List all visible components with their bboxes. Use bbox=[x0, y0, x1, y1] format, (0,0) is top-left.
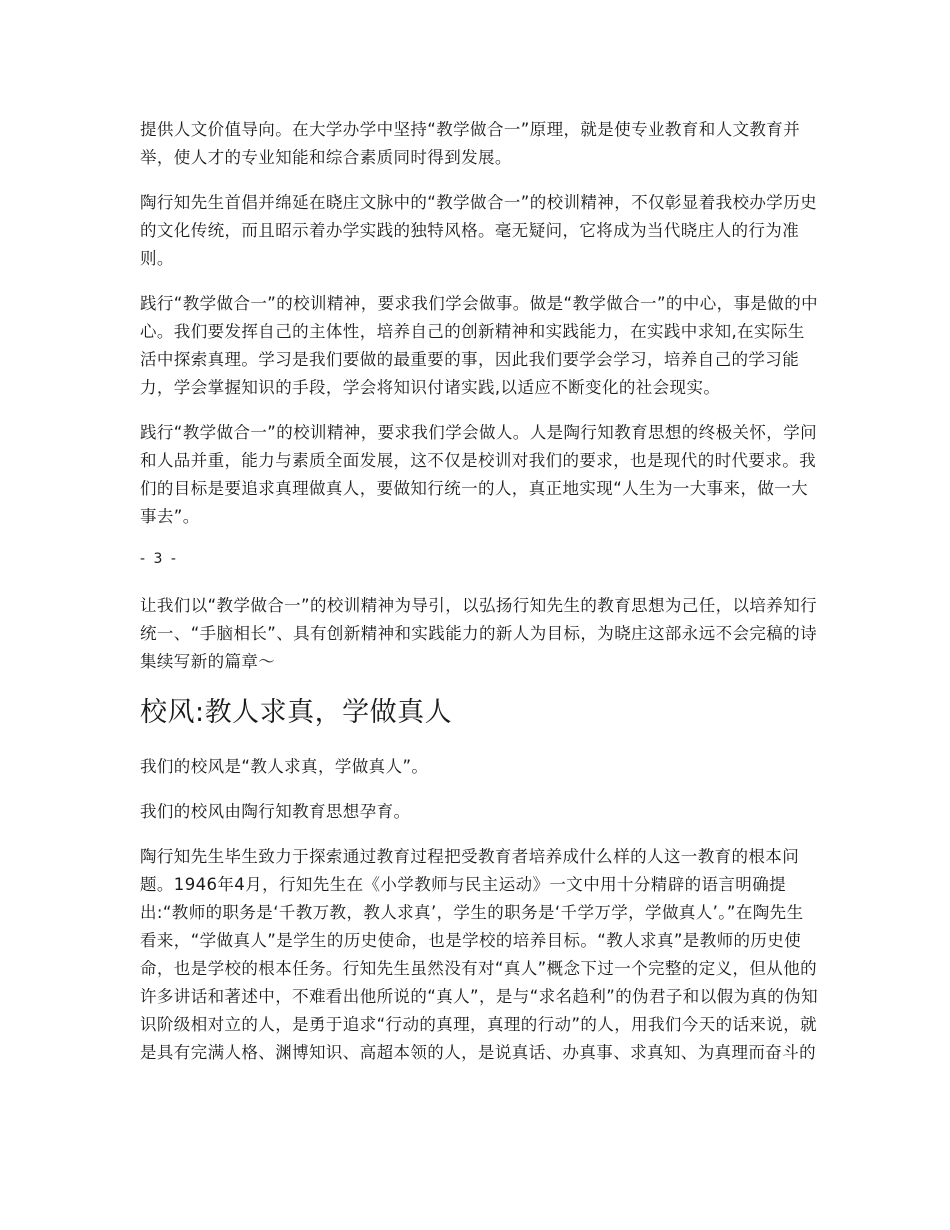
paragraph-call-to-action: 让我们以“教学做合一”的校训精神为导引，以弘扬行知先生的教育思想为己任，以培养知行统一、“手脑相长”、具有创新精神和实践能力的新人为目标，为晓庄这部永远不会完稿的诗集续写新的篇章～ bbox=[140, 596, 817, 671]
paragraph-school-spirit-statement: 我们的校风是“教人求真，学做真人”。 bbox=[140, 757, 429, 776]
paragraph-learn-to-be: 践行“教学做合一”的校训精神，要求我们学会做人。人是陶行知教育思想的终极关怀，学问和人品并重，能力与素质全面发展，这不仅是校训对我们的要求，也是现代的时代要求。我们的目标是要追求真理做真人，要做知行统一的人，真正地实现“人生为一大事来，做一大事去”。 bbox=[140, 423, 817, 526]
section-heading-school-spirit: 校风:教人求真，学做真人 bbox=[140, 697, 453, 728]
paragraph-learn-to-do: 践行“教学做合一”的校训精神，要求我们学会做事。做是“教学做合一”的中心，事是做的中心。我们要发挥自己的主体性，培养自己的创新精神和实践能力，在实践中求知,在实际生活中探索真理。学习是我们要做的最重要的事，因此我们要学会学习，培养自己的学习能力，学会掌握知识的手段，学会将知识付诸实践,以适应不断变化的社会现实。 bbox=[140, 294, 818, 397]
paragraph-true-person: 陶行知先生毕生致力于探索通过教育过程把受教育者培养成什么样的人这一教育的根本问题。1946年4月，行知先生在《小学教师与民主运动》一文中用十分精辟的语言明确提出:“教师的职务是‘千教万教，教人求真’，学生的职务是‘千学万学，学做真人’。”在陶先生看来，“学做真人”是学生的历史使命，也是学校的培养目标。“教人求真”是教师的历史使命，也是学校的根本任务。行知先生虽然没有对“真人”概念下过一个完整的定义，但从他的许多讲话和著述中，不难看出他所说的“真人”，是与“求名趋利”的伪君子和以假为真的伪知识阶级相对立的人，是勇于追求“行动的真理，真理的行动”的人，用我们今天的话来说，就是具有完满人格、渊博知识、高超本领的人，是说真话、办真事、求真知、为真理而奋斗的 bbox=[140, 847, 818, 1062]
page-number: - 3 - bbox=[140, 551, 178, 567]
paragraph-school-spirit-origin: 我们的校风由陶行知教育思想孕育。 bbox=[140, 802, 411, 821]
paragraph-motto-tradition: 陶行知先生首倡并绵延在晓庄文脉中的“教学做合一”的校训精神，不仅彰显着我校办学历史的文化传统，而且昭示着办学实践的独特风格。毫无疑问，它将成为当代晓庄人的行为准则。 bbox=[140, 193, 817, 268]
document-page bbox=[140, 116, 820, 1084]
paragraph-humanistic-value: 提供人文价值导向。在大学办学中坚持“教学做合一”原理，就是使专业教育和人文教育并举，使人才的专业知能和综合素质同时得到发展。 bbox=[140, 120, 801, 167]
